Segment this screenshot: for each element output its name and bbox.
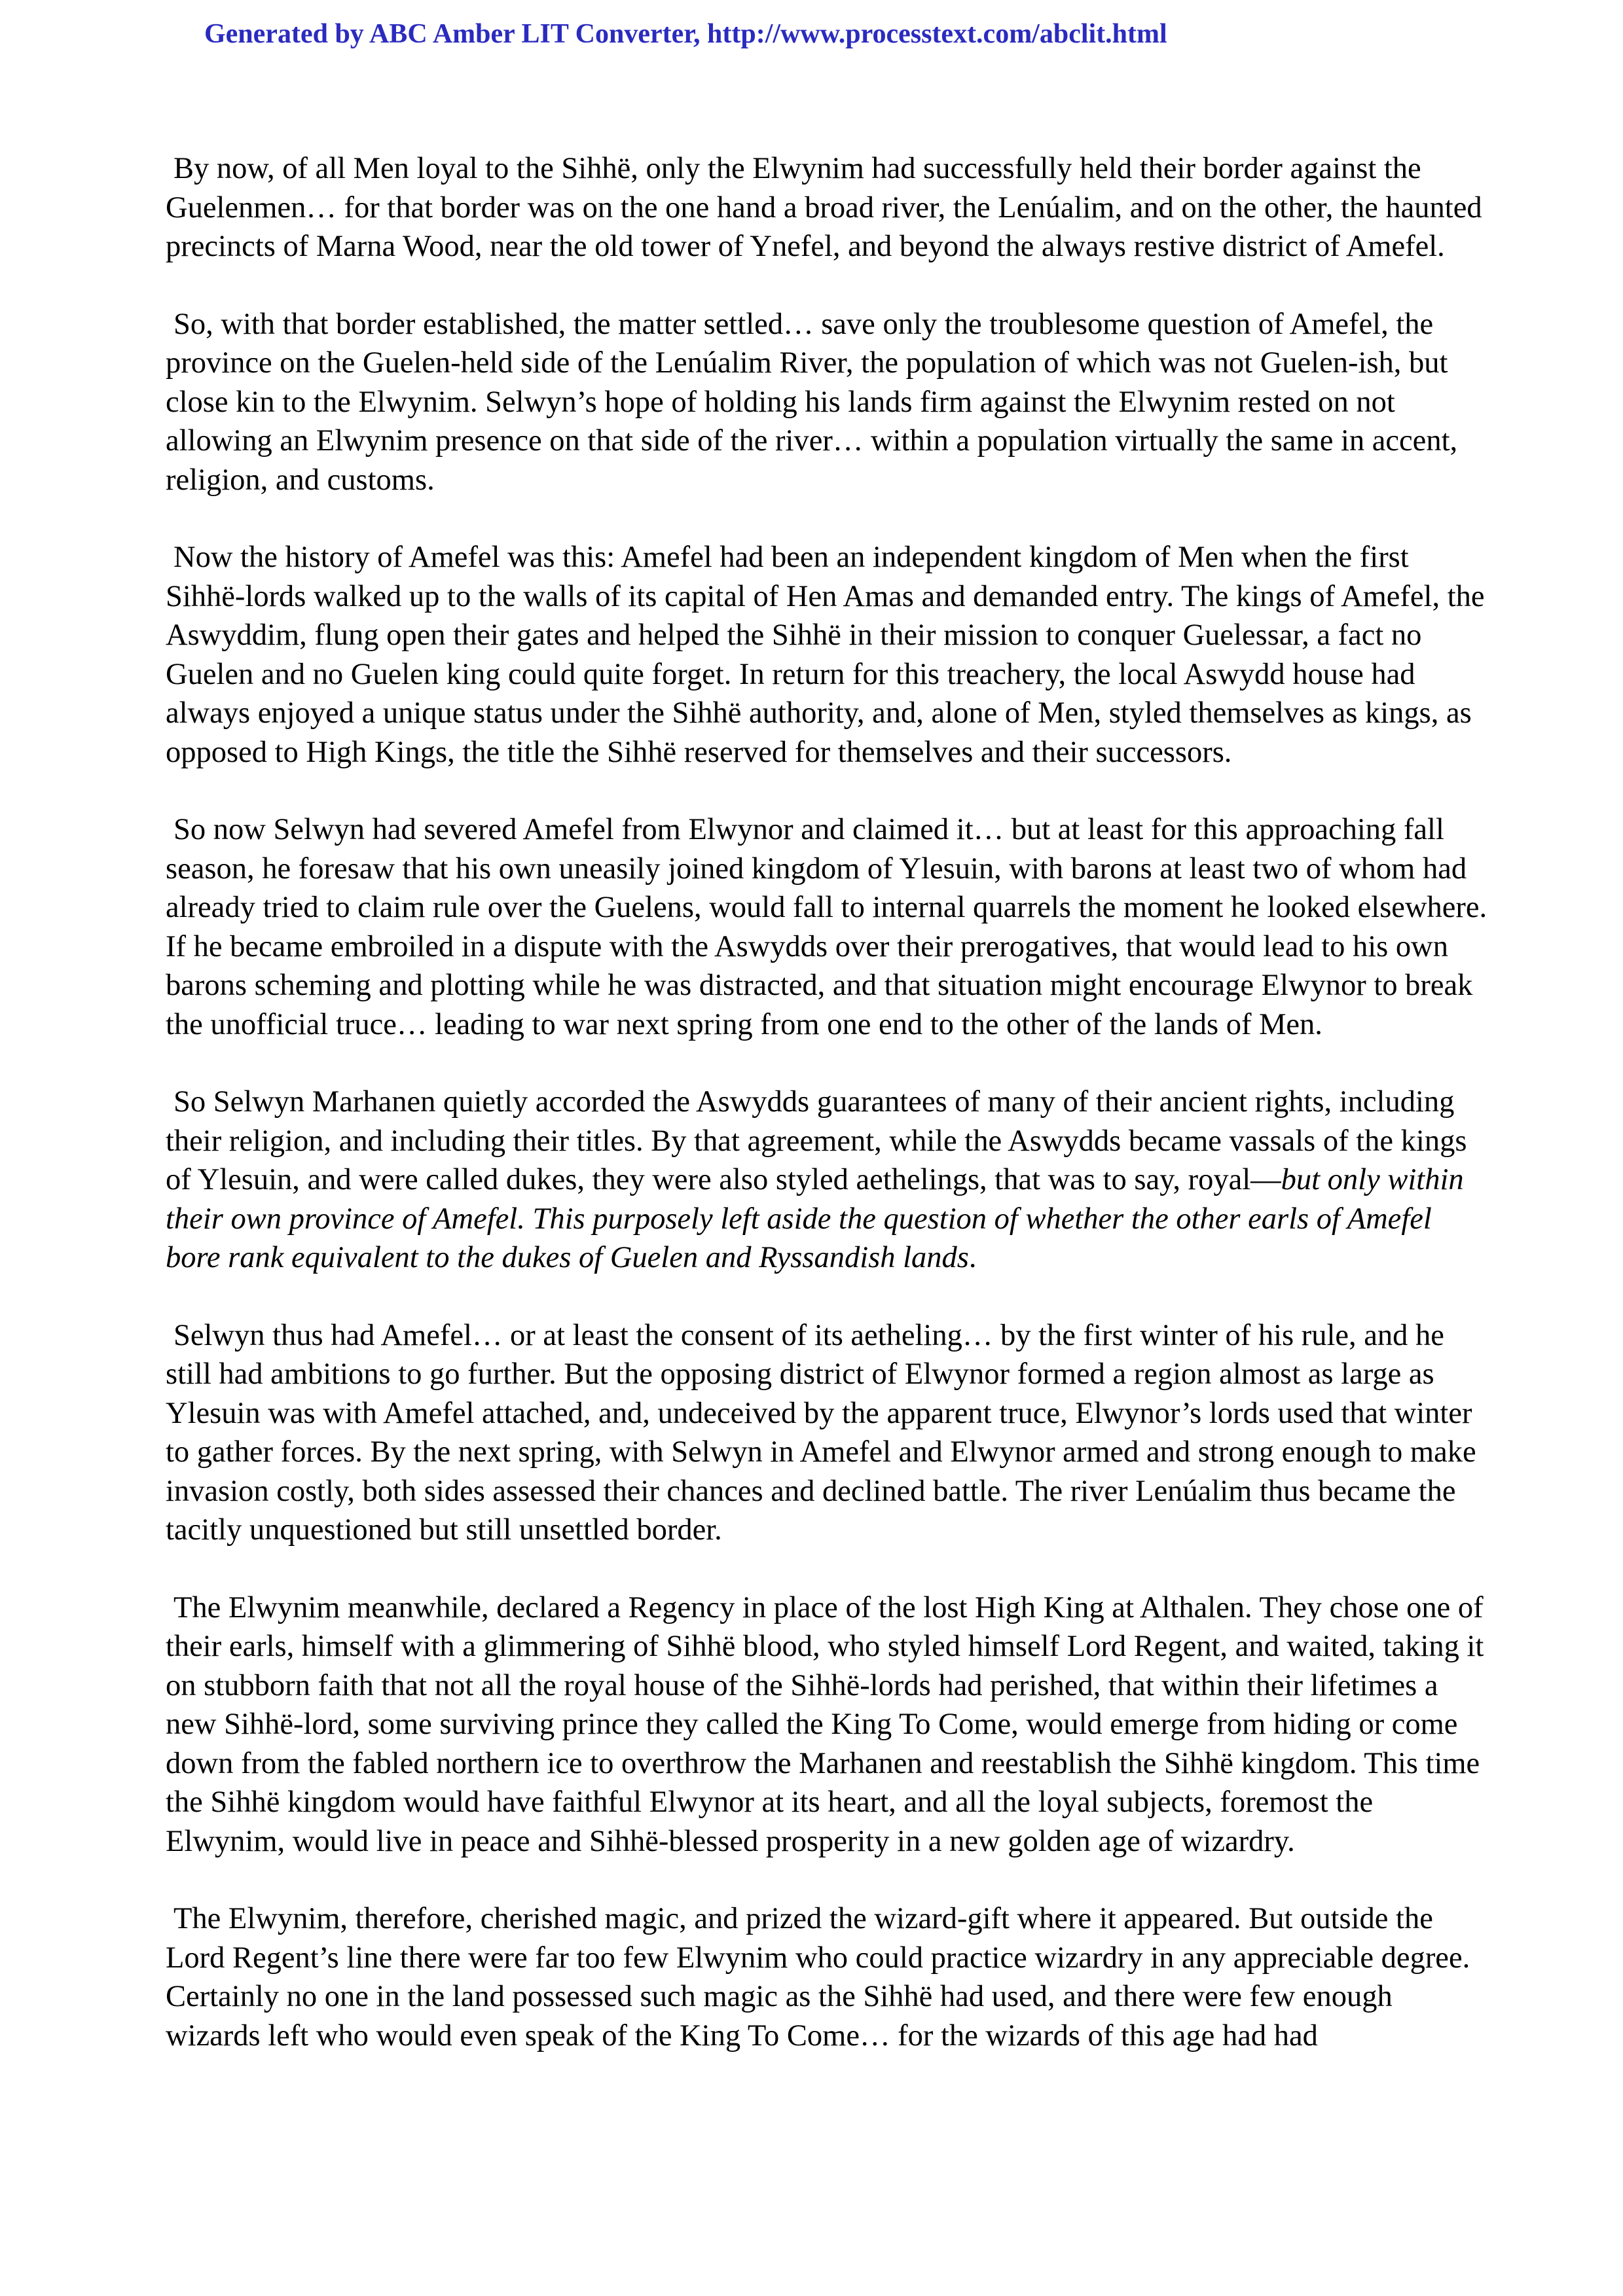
paragraph-5-text: So Selwyn Marhanen quietly accorded the Aswydds guarantees of many of their ancient rights, including their religion, and including their titles. By that agreement, while the Aswydds became vassals of the kings of Ylesuin, and were called dukes, they were also styled aethelings, that was to say, royal— [166,1085,1467,1196]
paragraph-8: The Elwynim, therefore, cherished magic, and prized the wizard-gift where it appeared. But outside the Lord Regent’s line there were far too few Elwynim who could practice wizardry in any appreciable degree. Certainly no one in the land possessed such magic as the Sihhë had used, and there were few enough wizards left who would even speak of the King To Come… for the wizards of this age had had [166,1902,1470,2053]
paragraph-5-tail: . [968,1241,977,1274]
body-text [166,149,1488,2055]
paragraph-3: Now the history of Amefel was this: Amefel had been an independent kingdom of Men when the first Sihhë-lords walked up to the walls of its capital of Hen Amas and demanded entry. The kings of Amefel, the Aswyddim, flung open their gates and helped the Sihhë in their mission to conquer Guelessar, a fact no Guelen and no Guelen king could quite forget. In return for this treachery, the local Aswydd house had always enjoyed a unique status under the Sihhë authority, and, alone of Men, styled themselves as kings, as opposed to High Kings, the title the Sihhë reserved for themselves and their successors. [166,541,1485,769]
paragraph-6: Selwyn thus had Amefel… or at least the consent of its aetheling… by the first winter of his rule, and he still had ambitions to go further. But the opposing district of Elwynor formed a region almost as large as Ylesuin was with Amefel attached, and, undeceived by the apparent truce, Elwynor’s lords used that winter to gather forces. By the next spring, with Selwyn in Amefel and Elwynor armed and strong enough to make invasion costly, both sides assessed their chances and declined battle. The river Lenúalim thus became the tacitly unquestioned but still unsettled border. [166,1318,1476,1547]
paragraph-5 [166,1083,1488,1278]
generator-header: Generated by ABC Amber LIT Converter, http://www.processtext.com/abclit.html [204,19,1167,49]
paragraph-7: The Elwynim meanwhile, declared a Regency in place of the lost High King at Althalen. They chose one of their earls, himself with a glimmering of Sihhë blood, who styled himself Lord Regent, and waited, taking it on stubborn faith that not all the royal house of the Sihhë-lords had perished, that within their lifetimes a new Sihhë-lord, some surviving prince they called the King To Come, would emerge from hiding or come down from the fabled northern ice to overthrow the Marhanen and reestablish the Sihhë kingdom. This time the Sihhë kingdom would have faithful Elwynor at its heart, and all the loyal subjects, foremost the Elwynim, would live in peace and Sihhë-blessed prosperity in a new golden age of wizardry. [166,1590,1484,1858]
paragraph-2: So, with that border established, the matter settled… save only the troublesome question of Amefel, the province on the Guelen-held side of the Lenúalim River, the population of which was not Guelen-ish, but close kin to the Elwynim. Selwyn’s hope of holding his lands firm against the Elwynim rested on not allowing an Elwynim presence on that side of the river… within a population virtually the same in accent, religion, and customs. [166,307,1458,497]
paragraph-1: By now, of all Men loyal to the Sihhë, only the Elwynim had successfully held their border against the Guelenmen… for that border was on the one hand a broad river, the Lenúalim, and on the other, the haunted precincts of Marna Wood, near the old tower of Ynefel, and beyond the always restive district of Amefel. [166,152,1482,263]
paragraph-4: So now Selwyn had severed Amefel from Elwynor and claimed it… but at least for this approaching fall season, he foresaw that his own uneasily joined kingdom of Ylesuin, with barons at least two of whom had already tried to claim rule over the Guelens, would fall to internal quarrels the moment he looked elsewhere. If he became embroiled in a dispute with the Aswydds over their prerogatives, that would lead to his own barons scheming and plotting while he was distracted, and that situation might encourage Elwynor to break the unofficial truce… leading to war next spring from one end to the other of the lands of Men. [166,813,1487,1041]
paragraph-5-italic: but only within their own province of Amefel. This purposely left aside the question of whether the other earls of Amefel bore rank equivalent to the dukes of Guelen and Ryssandish lands [166,1163,1464,1274]
